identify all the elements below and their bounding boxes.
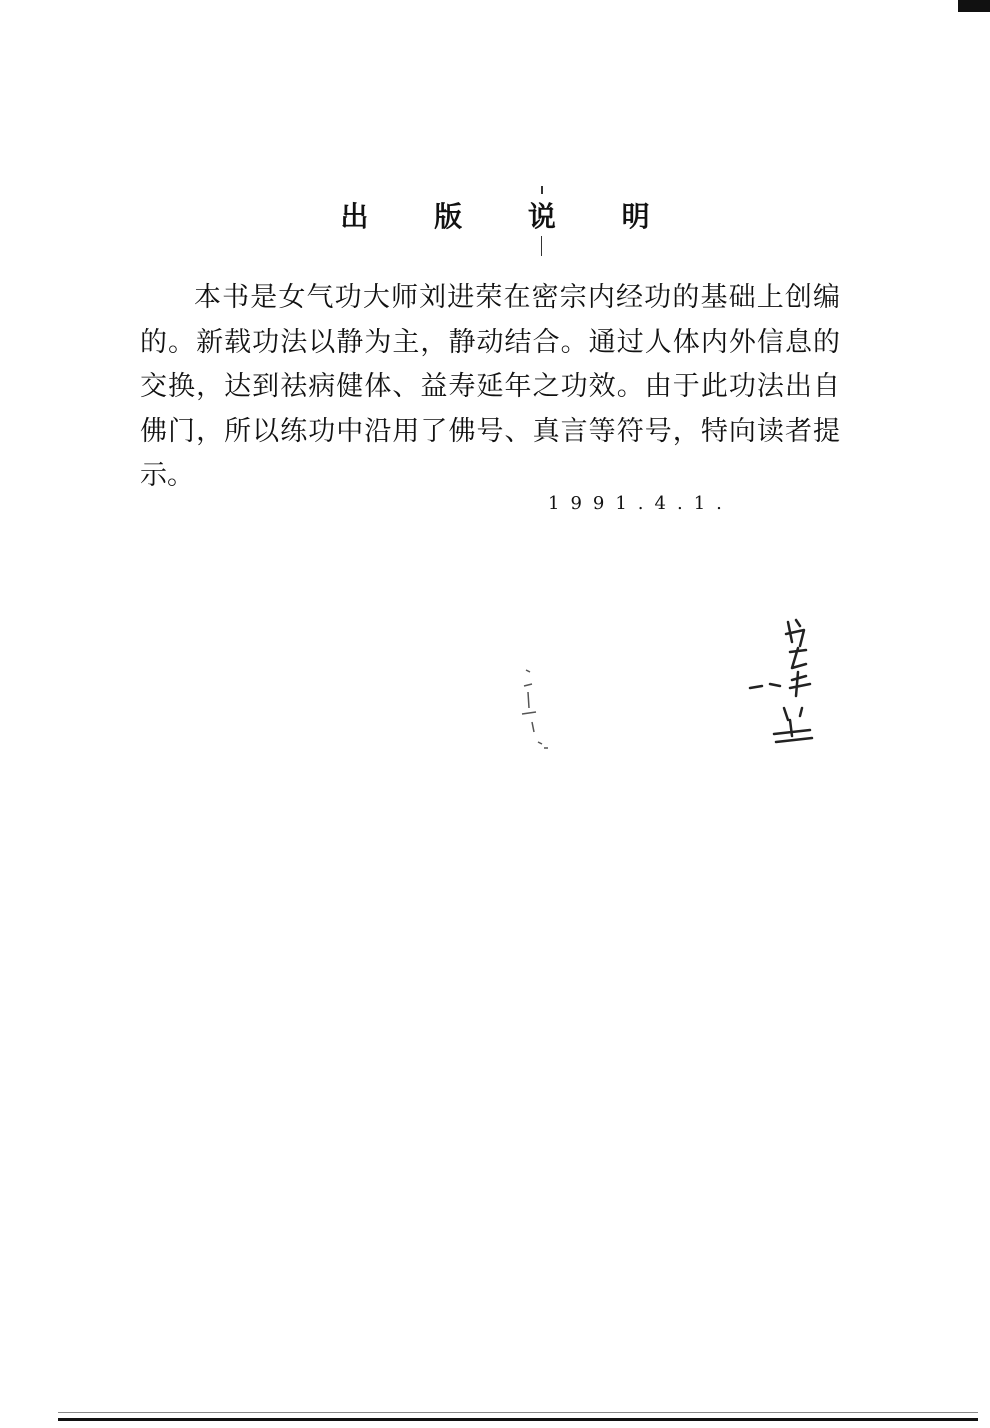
page-title: 出 版 说 明 (340, 200, 678, 233)
scan-tick-mark (541, 186, 543, 194)
bottom-edge-rule (58, 1418, 978, 1421)
scan-corner-mark (958, 0, 990, 12)
date-line: 1991.4.1. (548, 493, 733, 514)
bottom-edge-line (58, 1412, 978, 1413)
body-paragraph: 本书是女气功大师刘进荣在密宗内经功的基础上创编的。新载功法以静为主，静动结合。通过人体内外信息的交换，达到祛病健体、益寿延年之功效。由于此功法出自佛门，所以练功中沿用了佛号、真言等符号，特向读者提示。 (140, 282, 840, 491)
handwritten-signature (740, 612, 820, 752)
faint-stamp-marks (512, 662, 562, 752)
scan-tick-mark (541, 236, 542, 256)
